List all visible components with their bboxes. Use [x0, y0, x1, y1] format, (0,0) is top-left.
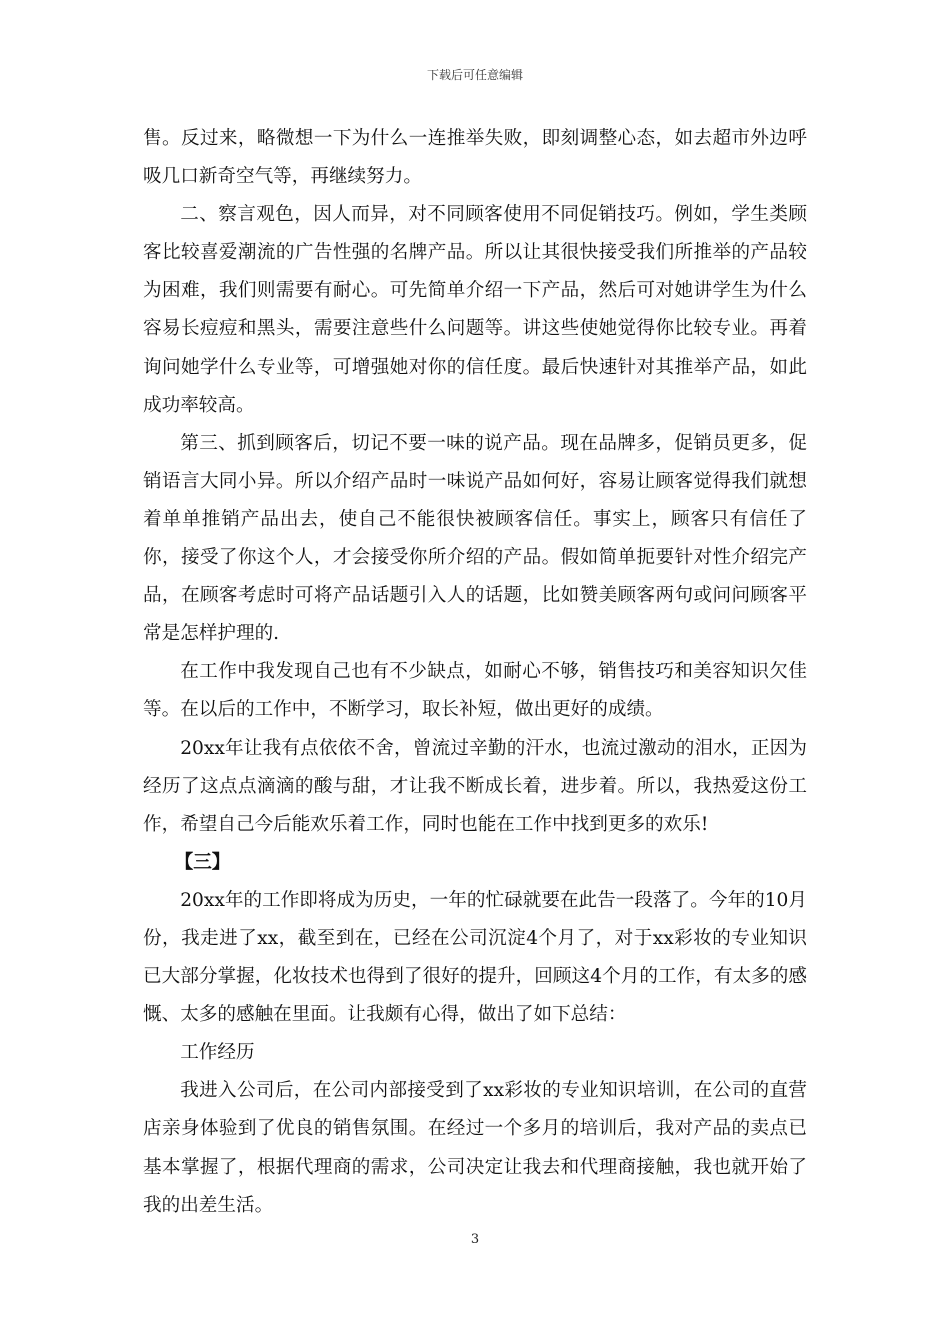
page-header: 下载后可任意编辑: [426, 68, 523, 82]
paragraph-point-three: 第三、抓到顾客后，切记不要一味的说产品。现在品牌多，促销员更多，促销语言大同小异。所以介绍产品时一味说产品如何好，容易让顾客觉得我们就想着单单推销产品出去，使自己不能很快被顾客信任。事实上，顾客只有信任了你，接受了你这个人，才会接受你所介绍的产品。假如简单扼要针对性介绍完产品，在顾客考虑时可将产品话题引入人的话题，比如赞美顾客两句或问问顾客平常是怎样护理的.: [143, 432, 807, 645]
paragraph-year-intro: 20xx年的工作即将成为历史，一年的忙碌就要在此告一段落了。今年的10月份，我走进了xx，截至到在，已经在公司沉淀4个月了，对于xx彩妆的专业知识已大部分掌握，化妆技术也得到了很好的提升，回顾这4个月的工作，有太多的感慨、太多的感触在里面。让我颇有心得，做出了如下总结：: [143, 889, 807, 1026]
document-body: [143, 120, 807, 1225]
page-number: 3: [470, 1232, 480, 1247]
paragraph-shortcomings: 在工作中我发现自己也有不少缺点，如耐心不够，销售技巧和美容知识欠佳等。在以后的工作中，不断学习，取长补短，做出更好的成绩。: [143, 661, 807, 721]
paragraph-year-reflection: 20xx年让我有点依依不舍，曾流过辛勤的汗水，也流过激动的泪水，正因为经历了这点点滴滴的酸与甜，才让我不断成长着，进步着。所以，我热爱这份工作，希望自己今后能欢乐着工作，同时也能在工作中找到更多的欢乐!: [143, 737, 807, 835]
paragraph-continuation: 售。反过来，略微想一下为什么一连推举失败，即刻调整心态，如去超市外边呼吸几口新奇空气等，再继续努力。: [143, 128, 807, 188]
paragraph-work-experience: 我进入公司后，在公司内部接受到了xx彩妆的专业知识培训，在公司的直营店亲身体验到了优良的销售氛围。在经过一个多月的培训后，我对产品的卖点已基本掌握了，根据代理商的需求，公司决定让我去和代理商接触，我也就开始了我的出差生活。: [143, 1080, 807, 1216]
paragraph-point-two: 二、察言观色，因人而异，对不同顾客使用不同促销技巧。例如，学生类顾客比较喜爱潮流的广告性强的名牌产品。所以让其很快接受我们所推举的产品较为困难，我们则需要有耐心。可先简单介绍一下产品，然后可对她讲学生为什么容易长痘痘和黑头，需要注意些什么问题等。讲这些使她觉得你比较专业。再着询问她学什么专业等，可增强她对你的信任度。最后快速针对其推举产品，如此成功率较高。: [143, 204, 807, 416]
section-heading-three: 【三】: [174, 851, 231, 873]
subheading-work-experience: 工作经历: [180, 1042, 255, 1064]
